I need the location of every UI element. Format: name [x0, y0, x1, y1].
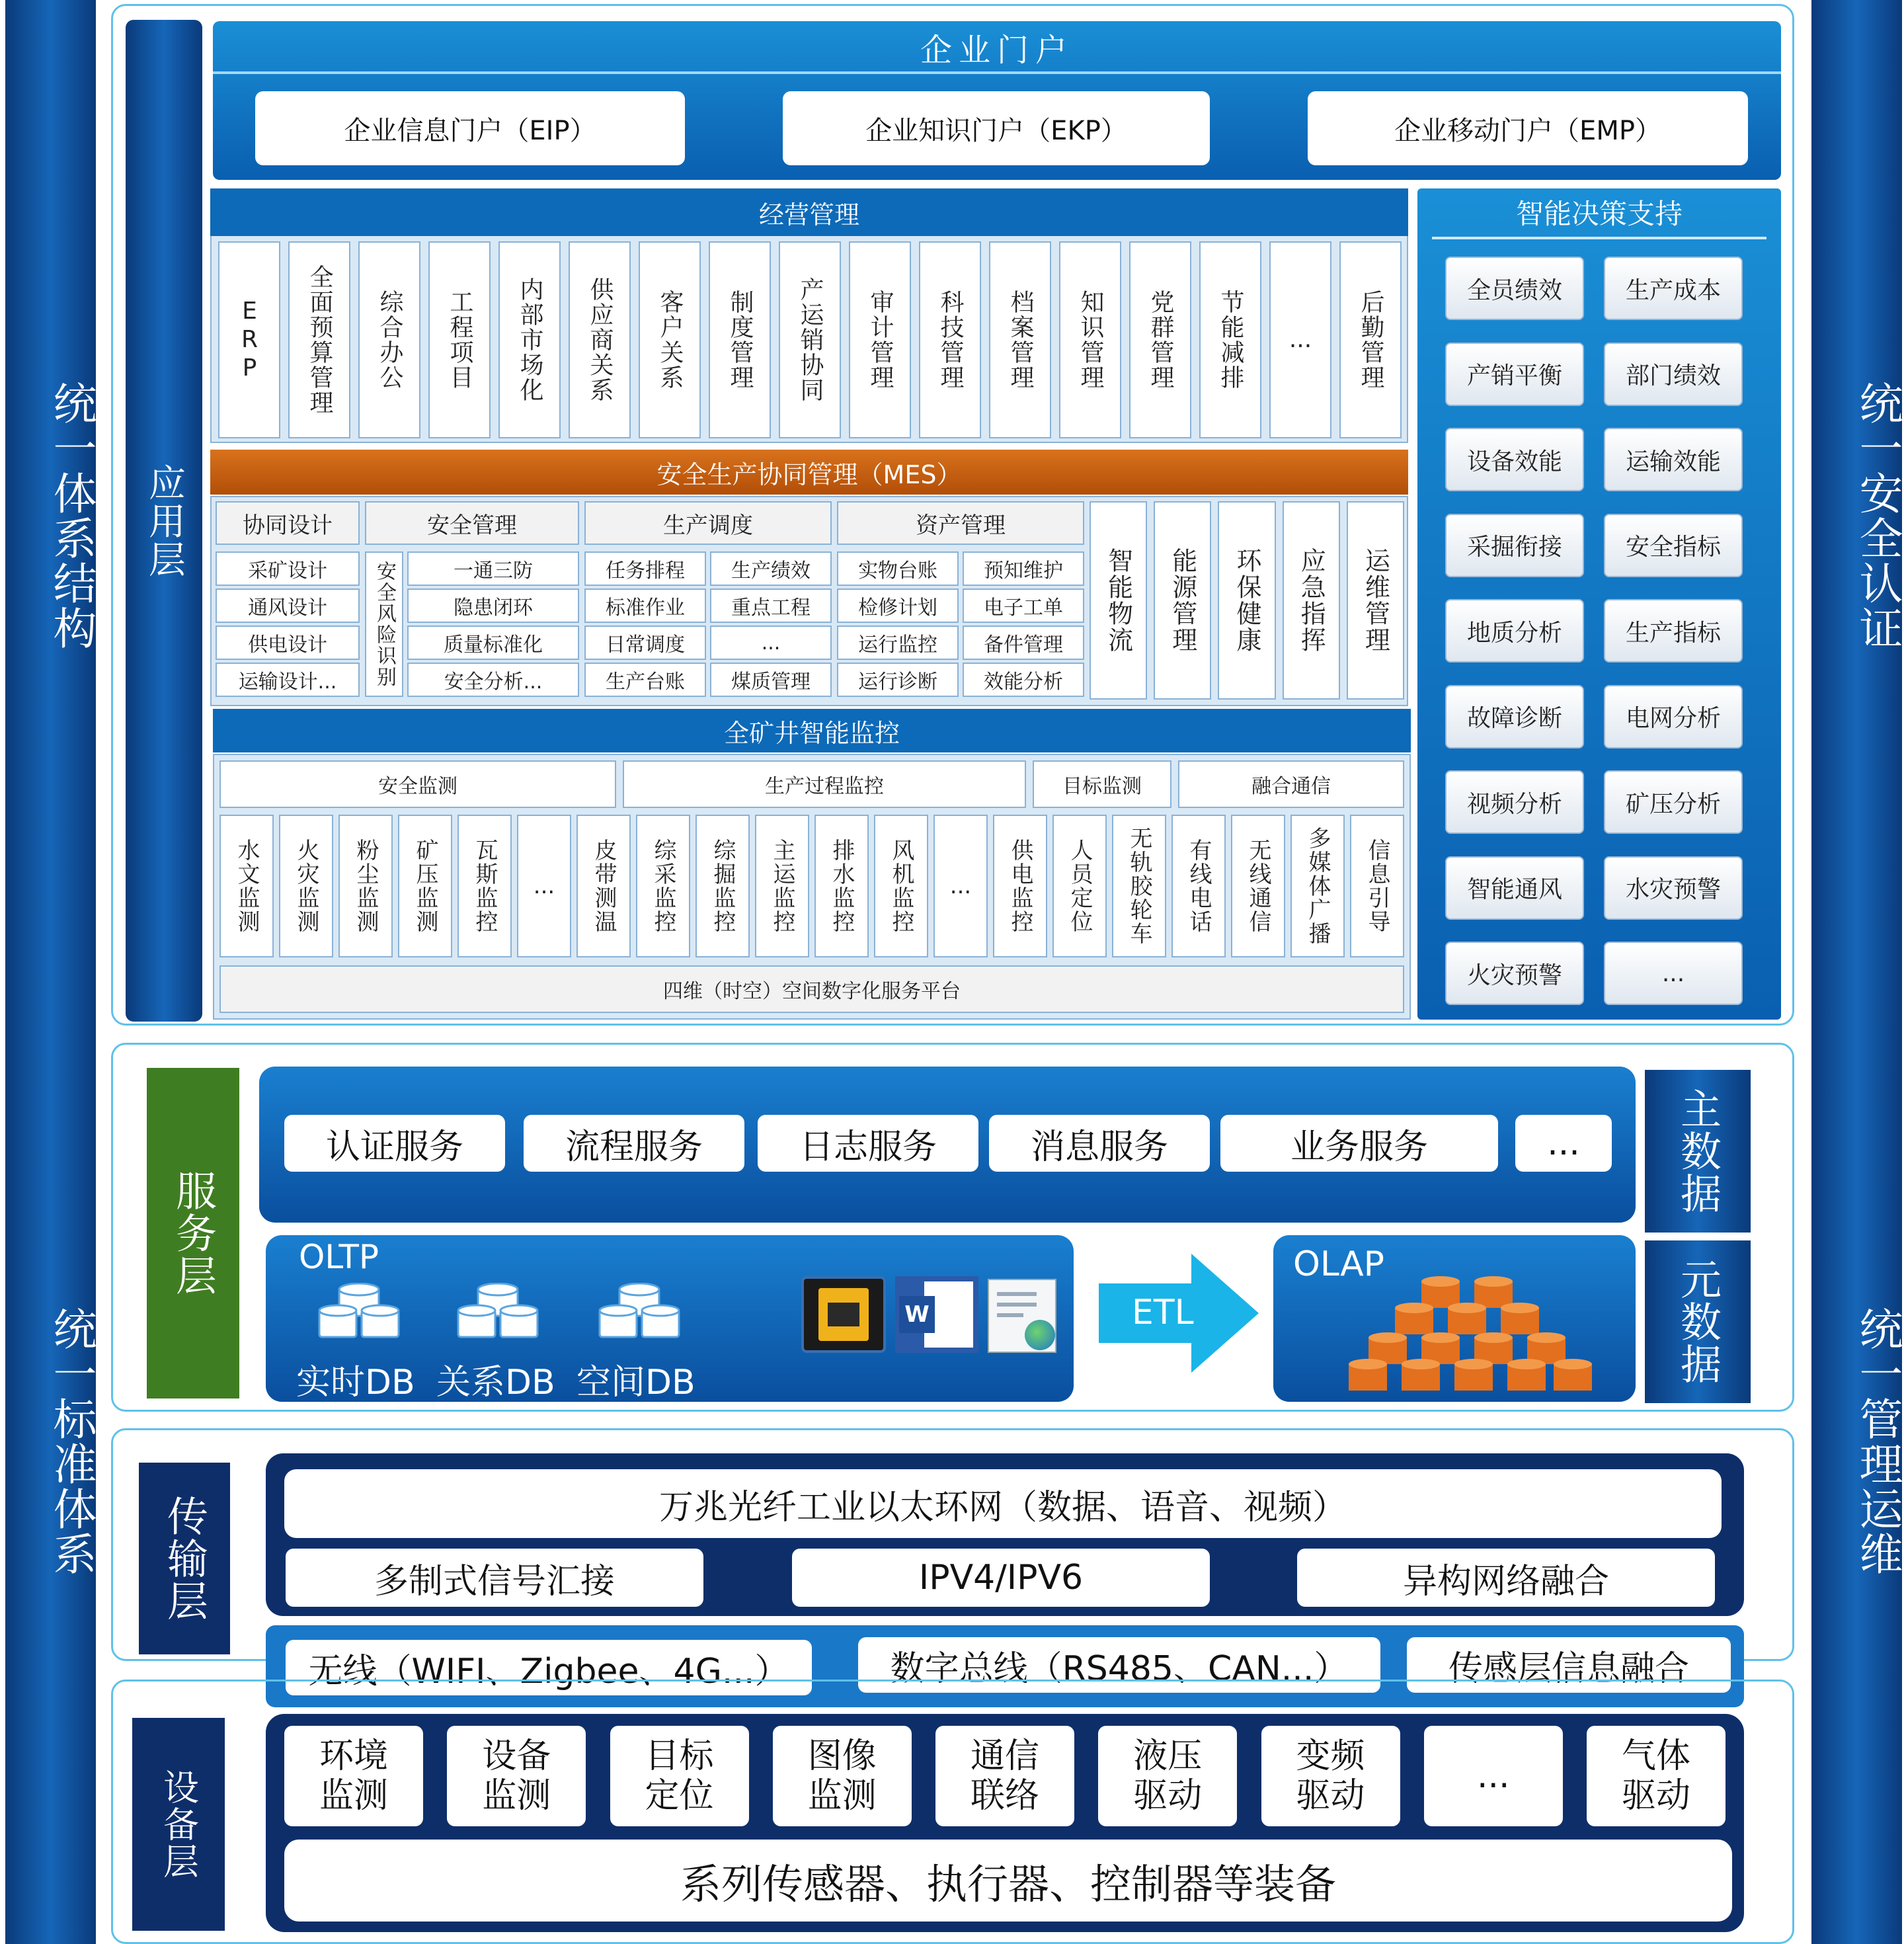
word-file-icon: W: [895, 1276, 978, 1353]
service-log[interactable]: 日志服务: [758, 1115, 978, 1172]
decision-item[interactable]: 运输效能: [1604, 428, 1743, 491]
anquan-item[interactable]: 安全分析...: [407, 663, 579, 697]
monitor-item: ...: [517, 815, 571, 957]
decision-item[interactable]: 电网分析: [1604, 685, 1743, 749]
decision-item[interactable]: 火灾预警: [1445, 942, 1584, 1005]
monitor-item[interactable]: 排水监控: [814, 815, 869, 957]
jingying-columns: [218, 241, 1402, 438]
meta-data-label: 元数据: [1673, 1258, 1722, 1385]
mes-title: 安全生产协同管理（MES）: [210, 450, 1408, 495]
diaodu-header: 生产调度: [584, 501, 832, 545]
device-item[interactable]: 变频驱动: [1261, 1726, 1400, 1826]
monitor-item[interactable]: 供电监控: [993, 815, 1047, 957]
app-layer-label-bar: [126, 20, 202, 1022]
xietong-header: 协同设计: [216, 501, 360, 545]
oltp-db-realtime: 实时DB: [296, 1363, 415, 1402]
portal-title: 企业门户: [920, 31, 1074, 69]
jingying-item[interactable]: 综合办公: [358, 241, 420, 438]
olap-title: OLAP: [1293, 1244, 1385, 1284]
decision-divider: [1432, 237, 1766, 239]
device-item[interactable]: 通信联络: [935, 1726, 1074, 1826]
monitor-item[interactable]: 综掘监控: [695, 815, 750, 957]
xietong-item[interactable]: 通风设计: [216, 588, 360, 623]
mes-extra-item[interactable]: 智能物流: [1090, 501, 1147, 700]
device-item[interactable]: 目标定位: [610, 1726, 749, 1826]
meta-data-box: [1645, 1240, 1751, 1403]
decision-item[interactable]: 智能通风: [1445, 856, 1584, 920]
left-bottom-label: 统一标准体系: [46, 1307, 97, 1576]
diaodu-item: ...: [710, 626, 832, 660]
decision-item[interactable]: 视频分析: [1445, 770, 1584, 834]
jingying-item[interactable]: 档案管理: [989, 241, 1051, 438]
oltp-db-relational: 关系DB: [436, 1363, 555, 1402]
zichan-item[interactable]: 预知维护: [963, 551, 1084, 586]
service-flow[interactable]: 流程服务: [524, 1115, 744, 1172]
heterogeneous-network[interactable]: 异构网络融合: [1297, 1549, 1715, 1607]
video-file-icon: [801, 1276, 886, 1353]
monitor-item[interactable]: 无轨胶轮车: [1112, 815, 1166, 957]
mes-extra-item[interactable]: 运维管理: [1347, 501, 1404, 700]
monitor-item[interactable]: 人员定位: [1052, 815, 1107, 957]
device-layer-label-bar: [132, 1718, 225, 1931]
monitor-item: ...: [933, 815, 988, 957]
diaodu-item[interactable]: 生产绩效: [710, 551, 832, 586]
decision-title: 智能决策支持: [1515, 198, 1683, 230]
anquan-header: 安全管理: [365, 501, 579, 545]
decision-item[interactable]: 生产指标: [1604, 599, 1743, 663]
zichan-item[interactable]: 电子工单: [963, 588, 1084, 623]
monitor-item[interactable]: 信息引导: [1350, 815, 1404, 957]
decision-grid: [1445, 257, 1749, 1010]
etl-label: ETL: [1132, 1293, 1194, 1332]
monitor-columns: [219, 815, 1404, 957]
monitor-item[interactable]: 主运监控: [755, 815, 809, 957]
transport-layer-label: 传输层: [160, 1495, 209, 1622]
diaodu-item[interactable]: 任务排程: [584, 551, 706, 586]
monitor-item[interactable]: 有线电话: [1171, 815, 1226, 957]
right-top-label: 统一安全认证: [1852, 381, 1903, 651]
diaodu-item[interactable]: 生产台账: [584, 663, 706, 697]
right-bottom-label: 统一管理运维: [1852, 1307, 1903, 1576]
mes-extra-columns: [1090, 501, 1404, 700]
ring-network[interactable]: 万兆光纤工业以太环网（数据、语音、视频）: [284, 1469, 1722, 1538]
monitor-item[interactable]: 矿压监测: [398, 815, 452, 957]
zichan-item[interactable]: 运行监控: [837, 626, 959, 660]
mes-extra-item[interactable]: 环保健康: [1218, 501, 1275, 700]
digital-bus[interactable]: 数字总线（RS485、CAN...）: [858, 1637, 1380, 1693]
web-doc-icon: [988, 1279, 1056, 1353]
jingying-item[interactable]: 工程项目: [428, 241, 491, 438]
oltp-db-spatial: 空间DB: [576, 1363, 695, 1402]
device-item[interactable]: 液压驱动: [1098, 1726, 1237, 1826]
jingying-item[interactable]: 供应商关系: [569, 241, 631, 438]
service-business[interactable]: 业务服务: [1220, 1115, 1498, 1172]
diaodu-item[interactable]: 日常调度: [584, 626, 706, 660]
left-top-label: 统一体系结构: [46, 381, 97, 651]
diaodu-item[interactable]: 标准作业: [584, 588, 706, 623]
decision-item[interactable]: 部门绩效: [1604, 343, 1743, 406]
jingying-item[interactable]: 科技管理: [919, 241, 981, 438]
anquan-item[interactable]: 质量标准化: [407, 626, 579, 660]
signal-aggregation[interactable]: 多制式信号汇接: [286, 1549, 703, 1607]
service-auth[interactable]: 认证服务: [284, 1115, 505, 1172]
monitor-item[interactable]: 皮带测温: [576, 815, 631, 957]
anquan-item[interactable]: 隐患闭环: [407, 588, 579, 623]
jingying-item[interactable]: 客户关系: [639, 241, 701, 438]
master-data-box: [1645, 1070, 1751, 1233]
jingying-item[interactable]: 全面预算管理: [288, 241, 350, 438]
device-items: [284, 1726, 1726, 1826]
zichan-item[interactable]: 检修计划: [837, 588, 959, 623]
olap-cube-cluster: [1349, 1276, 1593, 1395]
monitor-item[interactable]: 风机监控: [874, 815, 928, 957]
master-data-label: 主数据: [1673, 1088, 1722, 1215]
diaodu-item[interactable]: 重点工程: [710, 588, 832, 623]
monitor-item[interactable]: 水文监测: [219, 815, 274, 957]
monitor-item[interactable]: 多媒体广播: [1290, 815, 1345, 957]
monitor-group-mubiao: 目标监测: [1033, 760, 1171, 808]
monitor-group-ronghe: 融合通信: [1178, 760, 1404, 808]
monitor-group-anquan: 安全监测: [219, 760, 616, 808]
monitor-title: 全矿井智能监控: [213, 709, 1411, 752]
jingying-item[interactable]: 制度管理: [709, 241, 771, 438]
portal-divider: [213, 71, 1781, 74]
decision-item[interactable]: 设备效能: [1445, 428, 1584, 491]
mes-extra-item[interactable]: 应急指挥: [1283, 501, 1340, 700]
zichan-item[interactable]: 运行诊断: [837, 663, 959, 697]
jingying-item[interactable]: 内部市场化: [498, 241, 561, 438]
zichan-item[interactable]: 效能分析: [963, 663, 1084, 697]
service-more: ...: [1515, 1115, 1612, 1172]
jingying-item: ...: [1269, 241, 1331, 438]
decision-item[interactable]: 生产成本: [1604, 257, 1743, 320]
portal-emp[interactable]: 企业移动门户（EMP）: [1308, 91, 1748, 165]
device-item[interactable]: 设备监测: [447, 1726, 586, 1826]
jingying-title: 经营管理: [210, 188, 1408, 236]
ipv4-ipv6[interactable]: IPV4/IPV6: [792, 1549, 1210, 1607]
jingying-item[interactable]: 后勤管理: [1339, 241, 1402, 438]
right-side-bar: [1811, 0, 1902, 1944]
jingying-item[interactable]: 知识管理: [1059, 241, 1121, 438]
xietong-item[interactable]: 供电设计: [216, 626, 360, 660]
jingying-item[interactable]: 审计管理: [849, 241, 911, 438]
diaodu-item[interactable]: 煤质管理: [710, 663, 832, 697]
device-item[interactable]: 图像监测: [773, 1726, 912, 1826]
decision-item[interactable]: 安全指标: [1604, 514, 1743, 577]
monitor-item[interactable]: 无线通信: [1231, 815, 1285, 957]
mes-extra-item[interactable]: 能源管理: [1154, 501, 1211, 700]
monitor-item[interactable]: 综采监控: [636, 815, 690, 957]
db-cluster-icon: [596, 1283, 682, 1344]
device-item[interactable]: 环境监测: [284, 1726, 423, 1826]
decision-item[interactable]: 地质分析: [1445, 599, 1584, 663]
service-layer-label-bar: [147, 1068, 239, 1398]
decision-item[interactable]: 采掘衔接: [1445, 514, 1584, 577]
transport-layer-label-bar: [139, 1463, 230, 1654]
decision-item: ...: [1604, 942, 1743, 1005]
monitor-platform: 四维（时空）空间数字化服务平台: [219, 965, 1404, 1013]
decision-item[interactable]: 产销平衡: [1445, 343, 1584, 406]
zichan-item[interactable]: 备件管理: [963, 626, 1084, 660]
service-layer-label: 服务层: [169, 1170, 218, 1297]
anquan-side: 安全风险识别: [365, 551, 403, 697]
portal-eip[interactable]: 企业信息门户（EIP）: [255, 91, 685, 165]
wireless-network[interactable]: 无线（WIFI、Zigbee、4G...）: [286, 1640, 812, 1695]
olap-cylinders-icon: [1349, 1276, 1593, 1395]
db-cluster-icon: [455, 1283, 541, 1344]
portal-ekp[interactable]: 企业知识门户（EKP）: [783, 91, 1210, 165]
zichan-header: 资产管理: [837, 501, 1084, 545]
oltp-title: OLTP: [299, 1238, 379, 1276]
monitor-item[interactable]: 瓦斯监控: [457, 815, 512, 957]
jingying-item[interactable]: 产运销协同: [779, 241, 841, 438]
device-item: ...: [1424, 1726, 1563, 1826]
service-message[interactable]: 消息服务: [989, 1115, 1210, 1172]
jingying-item[interactable]: 节能减排: [1199, 241, 1261, 438]
monitor-item[interactable]: 粉尘监测: [338, 815, 393, 957]
anquan-item[interactable]: 一通三防: [407, 551, 579, 586]
decision-item[interactable]: 矿压分析: [1604, 770, 1743, 834]
zichan-item[interactable]: 实物台账: [837, 551, 959, 586]
left-side-bar: [5, 0, 96, 1944]
decision-item[interactable]: 故障诊断: [1445, 685, 1584, 749]
equipment-bar: 系列传感器、执行器、控制器等装备: [284, 1840, 1732, 1922]
decision-item[interactable]: 水灾预警: [1604, 856, 1743, 920]
device-layer-label: 设备层: [157, 1769, 200, 1880]
device-item[interactable]: 气体驱动: [1587, 1726, 1726, 1826]
jingying-item[interactable]: 党群管理: [1129, 241, 1191, 438]
xietong-item[interactable]: 运输设计...: [216, 663, 360, 697]
monitor-group-shengchan: 生产过程监控: [623, 760, 1026, 808]
db-cluster-icon: [316, 1283, 402, 1344]
app-layer-label: 应用层: [143, 463, 186, 579]
sensor-fusion[interactable]: 传感层信息融合: [1407, 1637, 1731, 1693]
monitor-item[interactable]: 火灾监测: [279, 815, 333, 957]
decision-item[interactable]: 全员绩效: [1445, 257, 1584, 320]
jingying-item[interactable]: ERP: [218, 241, 280, 438]
xietong-item[interactable]: 采矿设计: [216, 551, 360, 586]
